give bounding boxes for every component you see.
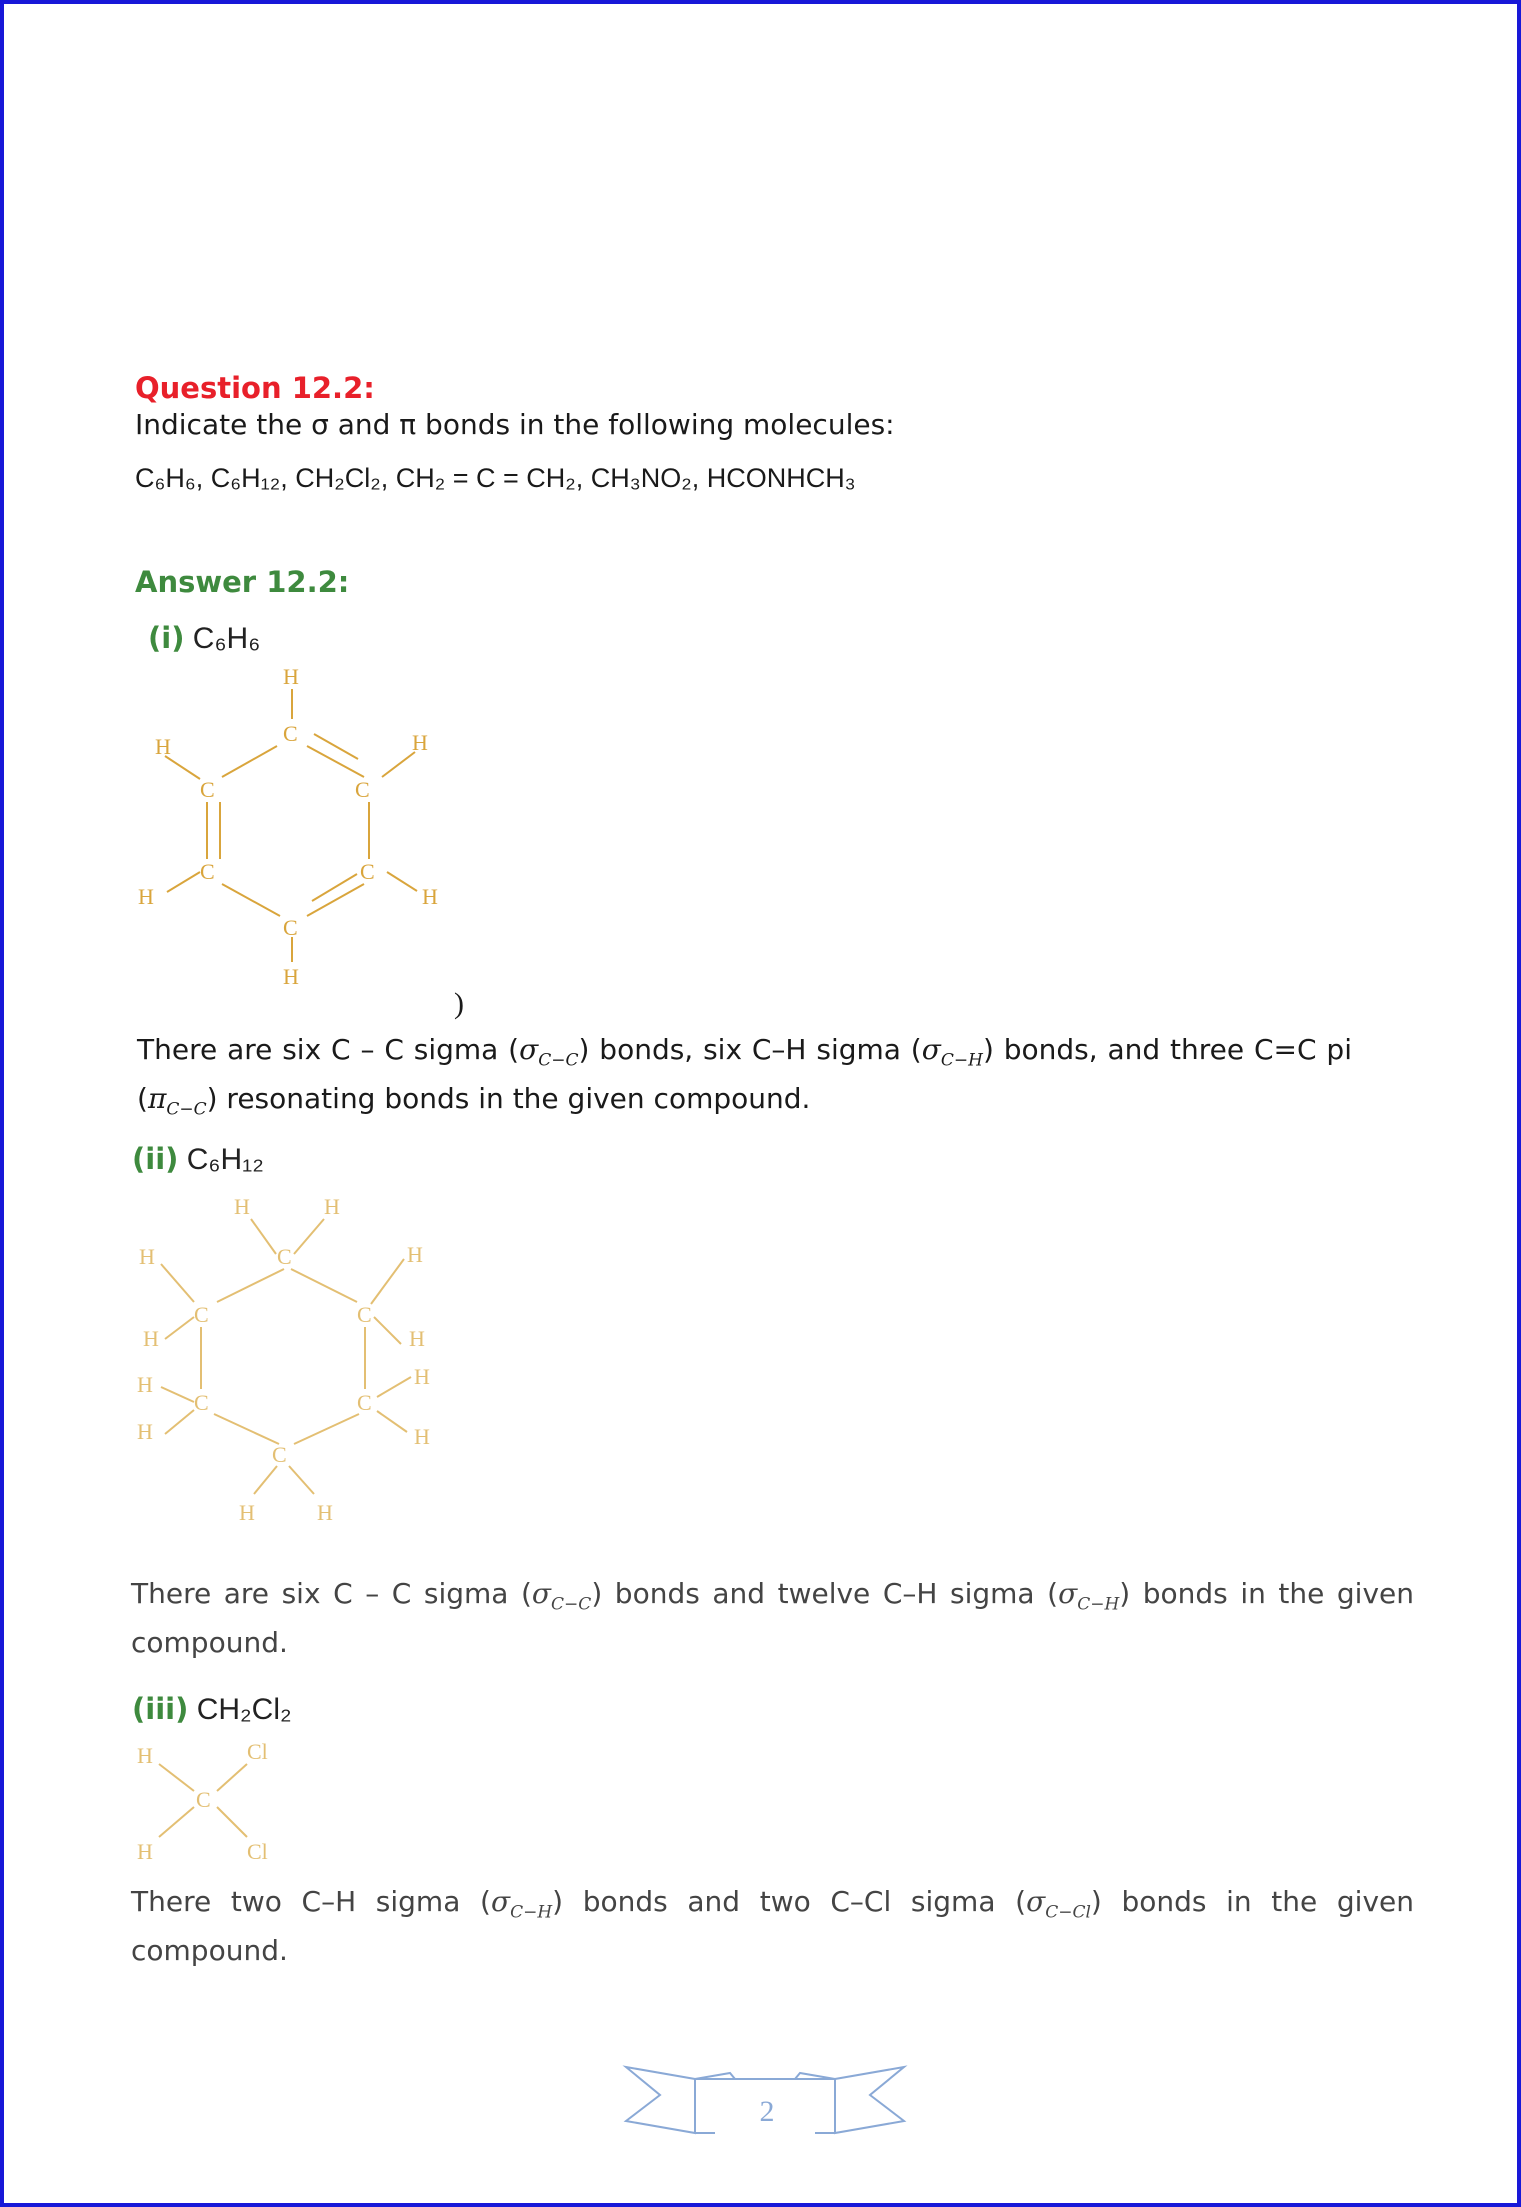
atom-c: C (272, 1442, 287, 1467)
sigma-ch-symbol: $\sigma_{C-H}$ (490, 1885, 553, 1923)
atom-h: H (412, 730, 428, 755)
atom-cl: Cl (247, 1739, 268, 1764)
atom-h: H (234, 1194, 250, 1219)
molecule-list: C₆H₆, C₆H₁₂, CH₂Cl₂, CH₂ = C = CH₂, CH₃NO₂, HCONHCH₃ (135, 463, 856, 493)
atom-h: H (414, 1364, 430, 1389)
sigma-ch-symbol: $\sigma_{C-H}$ (921, 1033, 983, 1071)
part-i-number: (i) (148, 621, 185, 655)
atom-h: H (317, 1500, 333, 1525)
atom-c: C (283, 915, 298, 940)
part-ii-description: There are six C – C sigma $(\sigma_{C-C})$ bonds and twelve C–H sigma $(\sigma_{C-H})$ bonds in the given compound. (131, 1577, 1414, 1659)
atom-h: H (239, 1500, 255, 1525)
atom-h: H (137, 1743, 153, 1768)
atom-h: H (414, 1424, 430, 1449)
part-iii-label (132, 1692, 292, 1727)
part-i-compound: C₆H₆ (192, 622, 261, 655)
atom-c: C (196, 1787, 211, 1812)
atom-h: H (139, 1244, 155, 1269)
atom-c: C (200, 777, 215, 802)
atom-c: C (355, 777, 370, 802)
sigma-cc-symbol: $\sigma_{C-C}$ (519, 1033, 579, 1071)
part-iii-number: (iii) (132, 1692, 189, 1726)
atom-h: H (155, 734, 171, 759)
part-ii-number: (ii) (132, 1142, 179, 1176)
atom-c: C (194, 1390, 209, 1415)
atom-h: H (409, 1326, 425, 1351)
atom-c: C (357, 1302, 372, 1327)
atom-h: H (137, 1419, 153, 1444)
part-i-description: There are six C – C sigma $(\sigma_{C-C})$ bonds, six C–H sigma $(\sigma_{C-H})$ bonds, and three C=C pi $(\pi_{C-C})$ resonating bonds in the given compound. (137, 1033, 1352, 1120)
atom-c: C (200, 859, 215, 884)
atom-c: C (277, 1244, 292, 1269)
atom-h: H (137, 1839, 153, 1864)
part-ii-label (132, 1142, 264, 1177)
atom-c: C (360, 859, 375, 884)
sigma-ch-symbol: $\sigma_{C-H}$ (1058, 1577, 1120, 1615)
question-title: Question 12.2: (135, 371, 375, 405)
atom-cl: Cl (247, 1839, 268, 1864)
atom-h: H (422, 884, 438, 909)
part-iii-description: There two C–H sigma $(\sigma_{C-H})$ bonds and two C–Cl sigma $(\sigma_{C-Cl})$ bonds in the given compound. (131, 1885, 1415, 1967)
sigma-cc-symbol: $\sigma_{C-C}$ (531, 1577, 592, 1615)
dichloromethane-structure (129, 1739, 289, 1869)
atom-c: C (283, 721, 298, 746)
pi-cc-symbol: $\pi_{C-C}$ (147, 1081, 207, 1120)
cyclohexane-structure (129, 1174, 449, 1544)
question-text: Indicate the σ and π bonds in the following molecules: (135, 408, 895, 441)
benzene-structure (132, 644, 452, 1004)
sigma-ccl-symbol: $\sigma_{C-Cl}$ (1026, 1885, 1091, 1923)
atom-h: H (283, 664, 299, 689)
answer-title: Answer 12.2: (135, 565, 350, 599)
atom-h: H (143, 1326, 159, 1351)
atom-c: C (357, 1390, 372, 1415)
atom-h: H (283, 964, 299, 989)
stray-parenthesis: ) (454, 987, 464, 1020)
part-iii-compound: CH₂Cl₂ (196, 1693, 292, 1726)
part-ii-compound: C₆H₁₂ (186, 1143, 264, 1176)
atom-h: H (407, 1242, 423, 1267)
atom-h: H (138, 884, 154, 909)
atom-c: C (194, 1302, 209, 1327)
atom-h: H (324, 1194, 340, 1219)
atom-h: H (137, 1372, 153, 1397)
page-number: 2 (759, 2095, 775, 2128)
